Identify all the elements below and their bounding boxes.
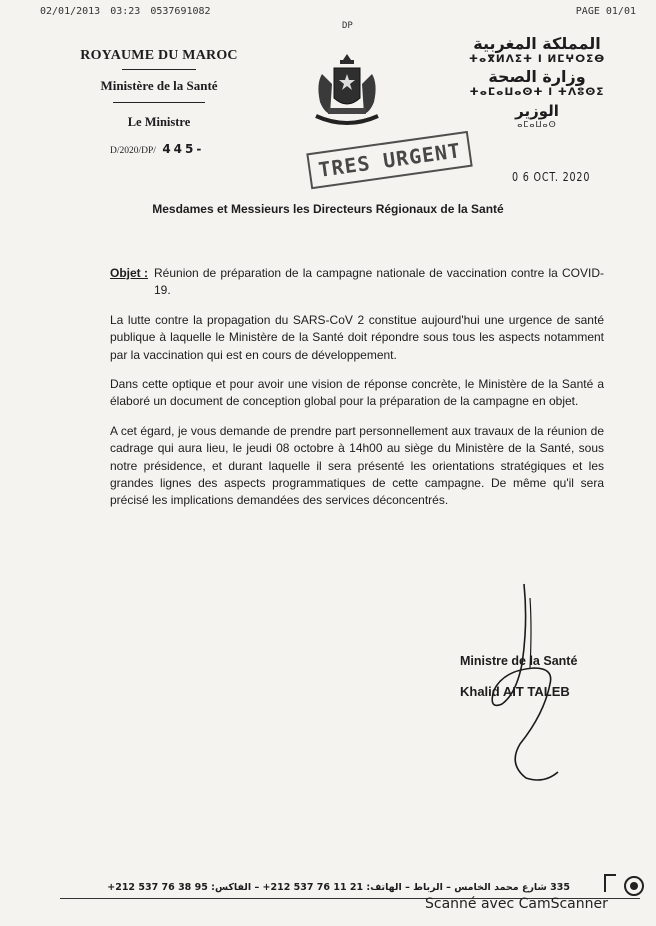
urgent-stamp: TRES URGENT	[306, 131, 473, 189]
corner-mark	[604, 874, 606, 892]
ministry-title-ar: وزارة الصحة	[488, 67, 586, 86]
minister-title: Le Ministre	[127, 115, 191, 129]
subject-label: Objet :	[110, 266, 148, 280]
minister-title-ar: الوزير	[515, 102, 559, 120]
fax-page-count: PAGE 01/01	[575, 6, 636, 17]
kingdom-title: ROYAUME DU MAROC	[80, 48, 238, 63]
camscanner-logo-icon	[624, 876, 644, 896]
reference-printed: D/2020/DP/	[110, 146, 156, 156]
reference-handwritten: 445-	[162, 142, 205, 156]
signature-block	[460, 654, 577, 699]
divider	[113, 102, 205, 103]
dp-mark: DP	[342, 21, 353, 31]
subject-text: Réunion de préparation de la campagne nationale de vaccination contre la COVID-19.	[154, 266, 604, 298]
date-stamp: 0 6 OCT. 2020	[512, 170, 591, 184]
signatory-name: Khalid AIT TALEB	[460, 684, 570, 699]
reference-number	[110, 142, 204, 156]
letterhead-french	[64, 48, 254, 130]
fax-header	[40, 6, 636, 20]
kingdom-title-ar: المملكة المغربية	[473, 34, 601, 53]
addressee: Mesdames et Messieurs les Directeurs Régionaux de la Santé	[152, 202, 504, 216]
ministry-title: Ministère de la Santé	[100, 78, 218, 93]
letter-body	[110, 265, 604, 510]
divider	[122, 69, 196, 70]
corner-mark	[604, 874, 616, 876]
signatory-title: Ministre de la Santé	[460, 654, 578, 668]
camscanner-watermark: Scanné avec CamScanner	[425, 896, 608, 912]
kingdom-title-tifinagh: ⵜⴰⴳⵍⴷⵉⵜ ⵏ ⵍⵎⵖⵔⵉⴱ	[468, 53, 606, 65]
subject-line	[110, 265, 604, 300]
ministry-title-tifinagh: ⵜⴰⵎⴰⵡⴰⵙⵜ ⵏ ⵜⴷⵓⵙⵉ	[469, 86, 605, 98]
paragraph: La lutte contre la propagation du SARS-CoV 2 constitue aujourd'hui une urgence de santé publique à laquelle le Ministère de la Santé doit répondre sous tous les aspects notamment par la vaccination qui est en cours de développement.	[110, 312, 604, 362]
paragraph: Dans cette optique et pour avoir une vision de réponse concrète, le Ministère de la Santé a élaboré un document de conception global pour la préparation de la campagne en objet.	[110, 376, 604, 409]
minister-title-tifinagh: ⴰⵎⴰⵡⴰⵙ	[517, 120, 557, 129]
letterhead-arabic	[462, 34, 612, 129]
fax-transmission-info: 02/01/2013 03:23 0537691082	[40, 6, 211, 17]
paragraph: A cet égard, je vous demande de prendre part personnellement aux travaux de la réunion de cadrage qui aura lieu, le jeudi 08 octobre à 14h00 au siège du Ministère de la Santé, sous notre présidence, et durant laquelle il sera présenté les orientations stratégiques et les grandes lignes des aspects programmatiques de cette campagne. De même qu'il sera précisé les implications demandées des services déconcentrés.	[110, 423, 604, 508]
coat-of-arms-icon	[306, 50, 388, 132]
footer-address: 335 شارع محمد الخامس – الرباط – الهاتف: 21 11 76 537 212+ – الفاكس: 95 38 76 537 212+	[107, 882, 570, 893]
